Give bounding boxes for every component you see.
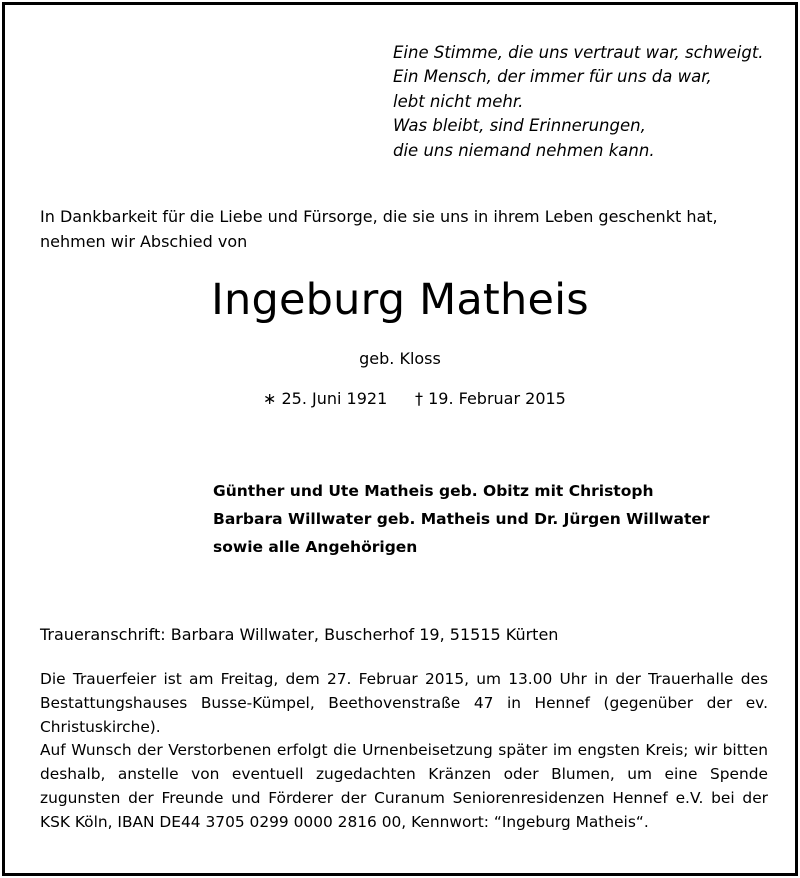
poem-line: lebt nicht mehr. <box>393 91 524 111</box>
mourning-address: Traueranschrift: Barbara Willwater, Buscherhof 19, 51515 Kürten <box>40 625 559 644</box>
obituary-frame <box>2 2 798 876</box>
poem-line: Was bleibt, sind Erinnerungen, <box>393 116 646 136</box>
poem-line: Ein Mensch, der immer für uns da war, <box>393 67 712 87</box>
intro-text <box>40 205 718 254</box>
poem-line: die uns niemand nehmen kann. <box>393 140 655 160</box>
deceased-name: Ingeburg Matheis <box>211 275 589 325</box>
info-paragraph: Auf Wunsch der Verstorbenen erfolgt die Urnenbeisetzung später im engsten Kreis; wir bitten deshalb, anstelle von eventuell zugedachten Kränzen oder Blumen, um eine Spende zugunsten der Freunde und Förderer der Curanum Seniorenresidenzen Hennef e.V. bei der KSK Köln, IBAN DE44 3705 0299 0000 2816 00, Kennwort: “Ingeburg Matheis“. <box>40 741 768 831</box>
maiden-name: geb. Kloss <box>359 349 441 368</box>
poem <box>393 41 764 163</box>
ceremony-info <box>40 668 768 835</box>
death-date: † 19. Februar 2015 <box>415 389 566 408</box>
mourner-line: sowie alle Angehörigen <box>213 538 418 557</box>
intro-line: In Dankbarkeit für die Liebe und Fürsorge, die sie uns in ihrem Leben geschenkt hat, <box>40 207 718 226</box>
intro-line: nehmen wir Abschied von <box>40 231 248 251</box>
poem-line: Eine Stimme, die uns vertraut war, schweigt. <box>393 43 764 62</box>
mourners-list <box>213 477 710 562</box>
birth-date: ∗ 25. Juni 1921 <box>263 389 388 408</box>
info-paragraph: Die Trauerfeier ist am Freitag, dem 27. Februar 2015, um 13.00 Uhr in der Trauerhalle des Bestattungshauses Busse-Kümpel, Beethovenstraße 47 in Hennef (gegenüber der ev. Christuskirche). <box>40 670 768 736</box>
mourner-line: Barbara Willwater geb. Matheis und Dr. Jürgen Willwater <box>213 510 710 529</box>
mourner-line: Günther und Ute Matheis geb. Obitz mit Christoph <box>213 482 654 500</box>
